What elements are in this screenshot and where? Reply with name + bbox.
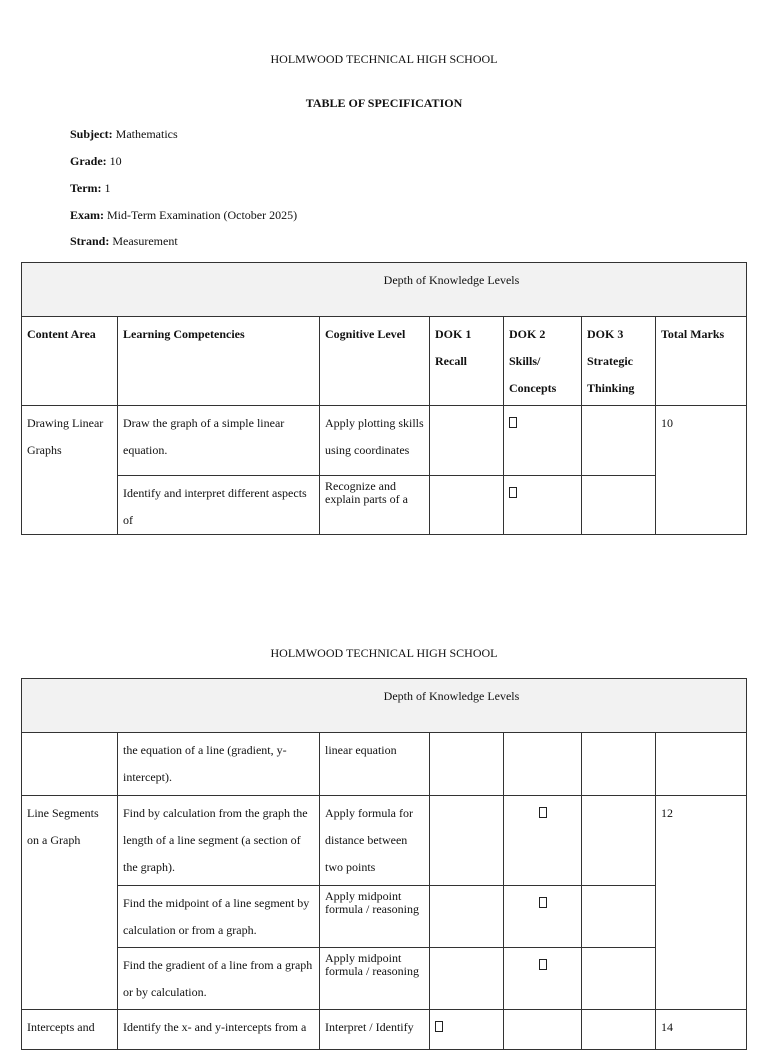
meta-value: 10 (109, 154, 122, 168)
table-row (22, 733, 747, 796)
header-dok2 (504, 317, 582, 406)
dok3-cell (582, 796, 656, 886)
header-dok1 (430, 317, 504, 406)
header-total-marks: Total Marks (656, 317, 747, 406)
checkbox-icon (509, 417, 517, 428)
cognitive-cell: Interpret / Identify (320, 1010, 430, 1050)
table-row (22, 796, 747, 886)
meta-grade (70, 154, 122, 169)
table-row (22, 886, 747, 948)
header-dok3 (582, 317, 656, 406)
meta-label: Grade: (70, 154, 107, 168)
competency-cell: Identify the x- and y-intercepts from a (118, 1010, 320, 1050)
dok1-cell (430, 796, 504, 886)
dok3-cell (582, 406, 656, 476)
dok1-title: DOK 1 (435, 327, 472, 341)
dok2-cell (504, 948, 582, 1010)
competency-cell: the equation of a line (gradient, y-intercept). (118, 733, 320, 796)
meta-strand (70, 234, 178, 249)
header-learning-competencies: Learning Competencies (118, 317, 320, 406)
meta-exam (70, 208, 297, 223)
content-area-cell: Intercepts and (22, 1010, 118, 1050)
total-marks-cell: 10 (656, 406, 747, 535)
content-area-cell (22, 733, 118, 796)
cognitive-cell: Recognize and explain parts of a (320, 476, 430, 535)
dok-levels-header: Depth of Knowledge Levels (22, 263, 747, 317)
checkbox-icon (539, 959, 547, 970)
dok3-cell (582, 1010, 656, 1050)
dok1-cell (430, 1010, 504, 1050)
school-name: HOLMWOOD TECHNICAL HIGH SCHOOL (270, 646, 498, 660)
dok3-cell (582, 733, 656, 796)
dok3-title: DOK 3 (587, 327, 624, 341)
meta-label: Term: (70, 181, 102, 195)
checkbox-icon (435, 1021, 443, 1032)
cognitive-cell: linear equation (320, 733, 430, 796)
dok2-title: DOK 2 (509, 327, 546, 341)
checkbox-icon (539, 897, 547, 908)
cognitive-cell: Apply midpoint formula / reasoning (320, 948, 430, 1010)
total-marks-cell (656, 733, 747, 796)
document-title: TABLE OF SPECIFICATION (305, 96, 463, 110)
meta-value: 1 (104, 181, 111, 195)
meta-term (70, 181, 111, 196)
total-marks-cell: 14 (656, 1010, 747, 1050)
competency-cell: Identify and interpret different aspects of (118, 476, 320, 535)
table-row (22, 948, 747, 1010)
specification-table (21, 262, 747, 535)
meta-label: Exam: (70, 208, 104, 222)
dok2-cell (504, 406, 582, 476)
competency-cell: Find the midpoint of a line segment by calculation or from a graph. (118, 886, 320, 948)
meta-subject (70, 127, 178, 142)
dok3-subtitle-1: Strategic (587, 354, 633, 368)
cognitive-cell: Apply plotting skills using coordinates (320, 406, 430, 476)
table-row (22, 476, 747, 535)
school-name: HOLMWOOD TECHNICAL HIGH SCHOOL (270, 52, 498, 66)
dok1-subtitle: Recall (435, 354, 467, 368)
dok2-cell (504, 1010, 582, 1050)
dok2-subtitle-1: Skills/ (509, 354, 541, 368)
meta-value: Mid-Term Examination (October 2025) (107, 208, 298, 222)
cognitive-cell: Apply midpoint formula / reasoning (320, 886, 430, 948)
specification-table-continued (21, 678, 747, 1050)
table-row (22, 406, 747, 476)
content-area-cell: Drawing Linear Graphs (22, 406, 118, 535)
meta-value: Mathematics (115, 127, 178, 141)
dok3-cell (582, 948, 656, 1010)
meta-label: Strand: (70, 234, 110, 248)
dok1-cell (430, 406, 504, 476)
competency-cell: Find the gradient of a line from a graph or by calculation. (118, 948, 320, 1010)
dok3-cell (582, 886, 656, 948)
meta-value: Measurement (112, 234, 178, 248)
checkbox-icon (539, 807, 547, 818)
competency-cell: Find by calculation from the graph the length of a line segment (a section of the graph). (118, 796, 320, 886)
dok2-subtitle-2: Concepts (509, 381, 557, 395)
dok1-cell (430, 733, 504, 796)
checkbox-icon (509, 487, 517, 498)
dok3-cell (582, 476, 656, 535)
header-content-area: Content Area (22, 317, 118, 406)
dok1-cell (430, 886, 504, 948)
dok2-cell (504, 796, 582, 886)
dok2-cell (504, 733, 582, 796)
content-area-cell: Line Segments on a Graph (22, 796, 118, 1010)
header-cognitive-level: Cognitive Level (320, 317, 430, 406)
dok1-cell (430, 948, 504, 1010)
cognitive-cell: Apply formula for distance between two points (320, 796, 430, 886)
dok2-cell (504, 476, 582, 535)
dok3-subtitle-2: Thinking (587, 381, 635, 395)
dok-levels-header: Depth of Knowledge Levels (22, 679, 747, 733)
total-marks-cell: 12 (656, 796, 747, 1010)
dok1-cell (430, 476, 504, 535)
dok2-cell (504, 886, 582, 948)
competency-cell: Draw the graph of a simple linear equation. (118, 406, 320, 476)
meta-label: Subject: (70, 127, 113, 141)
table-row (22, 1010, 747, 1050)
